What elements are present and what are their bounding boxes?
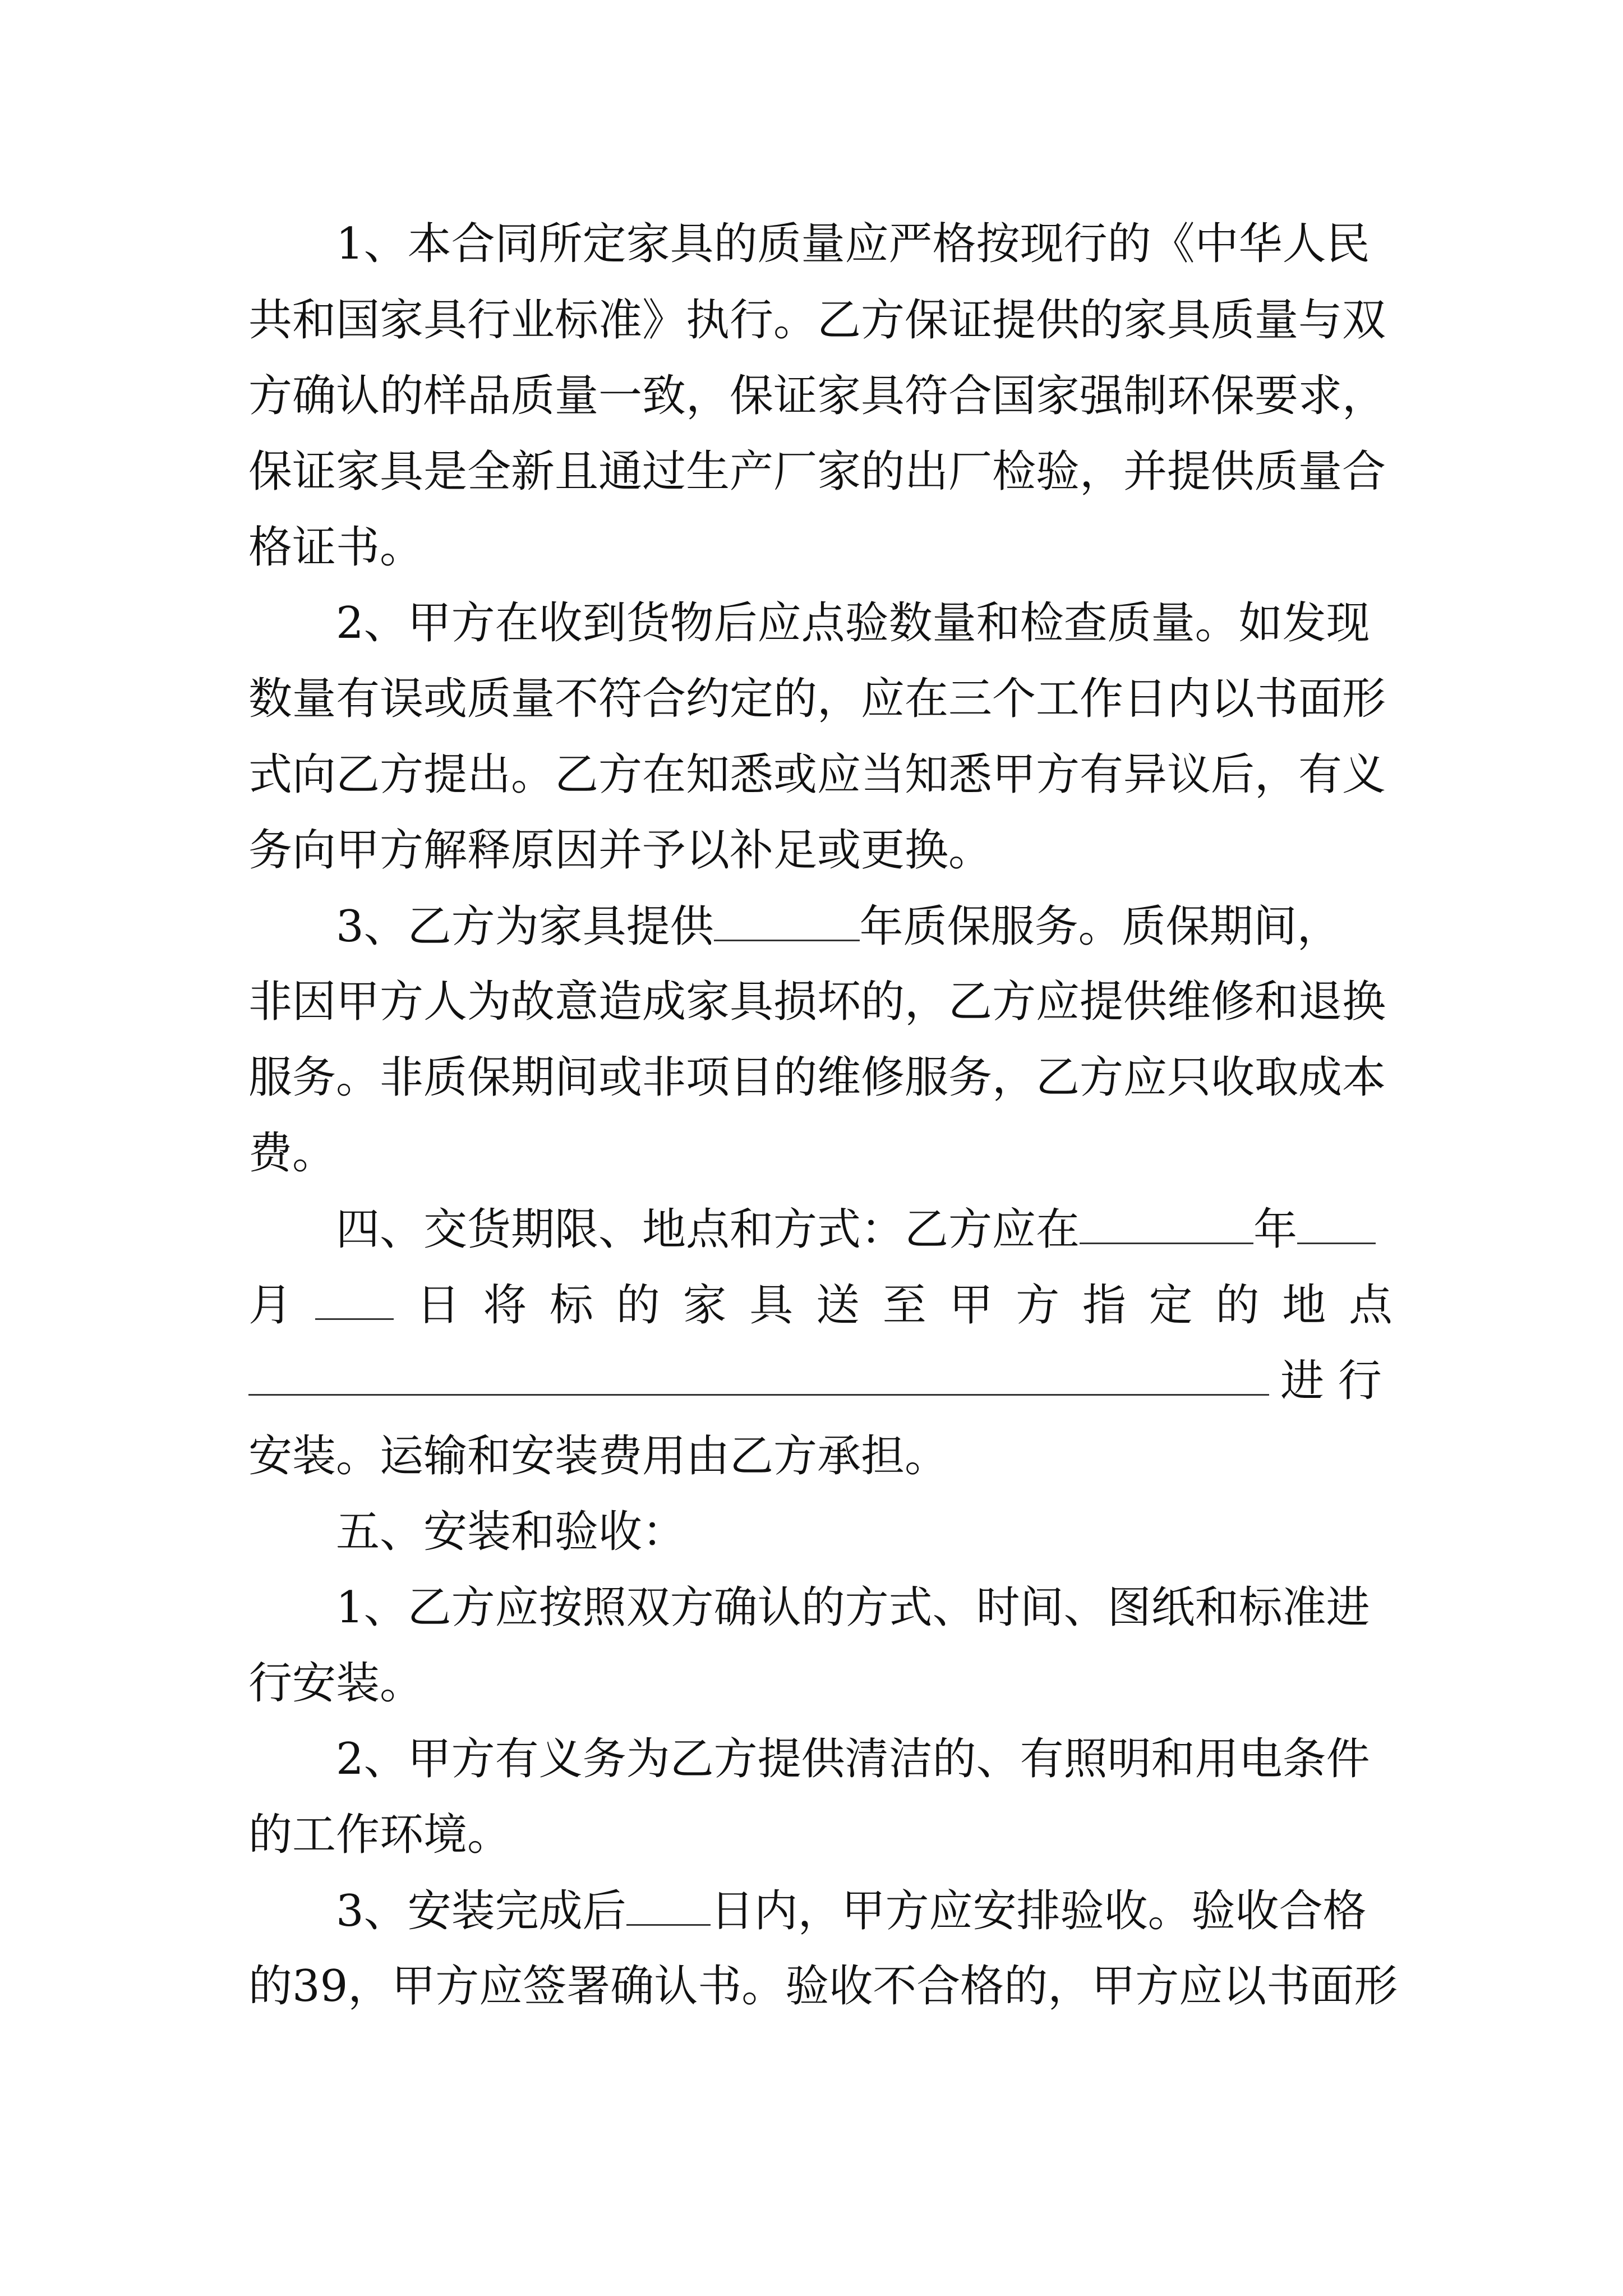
clause-1-line-2: 共和国家具行业标准》执行。乙方保证提供的家具质量与双 xyxy=(248,295,1386,346)
clause-1-line-1: 1、本合同所定家具的质量应严格按现行的《中华人民 xyxy=(336,219,1370,269)
section-5-item-1-line-1: 1、乙方应按照双方确认的方式、时间、图纸和标准进 xyxy=(336,1582,1370,1633)
section-4-line-4: 安装。运输和安装费用由乙方承担。 xyxy=(248,1431,949,1481)
clause-1-line-4: 保证家具是全新且通过生产厂家的出厂检验，并提供质量合 xyxy=(248,447,1386,497)
section-5-item-2-line-2: 的工作环境。 xyxy=(248,1810,511,1860)
clause-2-line-3: 式向乙方提出。乙方在知悉或应当知悉甲方有异议后，有义 xyxy=(248,749,1386,800)
section-4-line-3: 进 行 xyxy=(248,1352,1393,1409)
section-5-item-2-line-1: 2、甲方有义务为乙方提供清洁的、有照明和用电条件 xyxy=(336,1734,1370,1784)
clause-3-line-1: 3、乙方为家具提供 年质保服务。质保期间， xyxy=(248,898,1393,954)
delivery-month-blank xyxy=(1297,1201,1376,1244)
delivery-place-blank xyxy=(248,1352,1269,1396)
clause-3-line-2: 非因甲方人为故意造成家具损坏的，乙方应提供维修和退换 xyxy=(248,977,1386,1027)
clause-2-line-4: 务向甲方解释原因并予以补足或更换。 xyxy=(248,825,993,876)
warranty-years-blank xyxy=(714,898,860,941)
clause-1-line-3: 方确认的样品质量一致，保证家具符合国家强制环保要求， xyxy=(248,371,1386,421)
section-5-item-3-line-1: 3、安装完成后 日内，甲方应安排验收。验收合格 xyxy=(248,1883,1393,1939)
section-5-item-3-line-2: 的39，甲方应签署确认书。验收不合格的，甲方应以书面形 xyxy=(248,1961,1398,2012)
section-5-heading: 五、安装和验收： xyxy=(336,1507,686,1557)
section-5-item-1-line-2: 行安装。 xyxy=(248,1658,424,1709)
section-4-line-2: 月 日 将 标 的 家 具 送 至 甲 方 指 定 的 地 点 xyxy=(248,1277,1393,1333)
acceptance-days-blank xyxy=(626,1883,711,1926)
clause-3-line-4: 费。 xyxy=(248,1128,336,1179)
clause-1-line-5: 格证书。 xyxy=(248,522,424,573)
clause-3-line-3: 服务。非质保期间或非项目的维修服务，乙方应只收取成本 xyxy=(248,1052,1386,1103)
section-4-line-1: 四、交货期限、地点和方式：乙方应在 年 xyxy=(248,1201,1393,1257)
delivery-year-blank xyxy=(1080,1201,1253,1244)
clause-2-line-2: 数量有误或质量不符合约定的，应在三个工作日内以书面形 xyxy=(248,674,1386,724)
delivery-day-blank xyxy=(315,1277,394,1320)
clause-2-line-1: 2、甲方在收到货物后应点验数量和检查质量。如发现 xyxy=(336,598,1370,648)
